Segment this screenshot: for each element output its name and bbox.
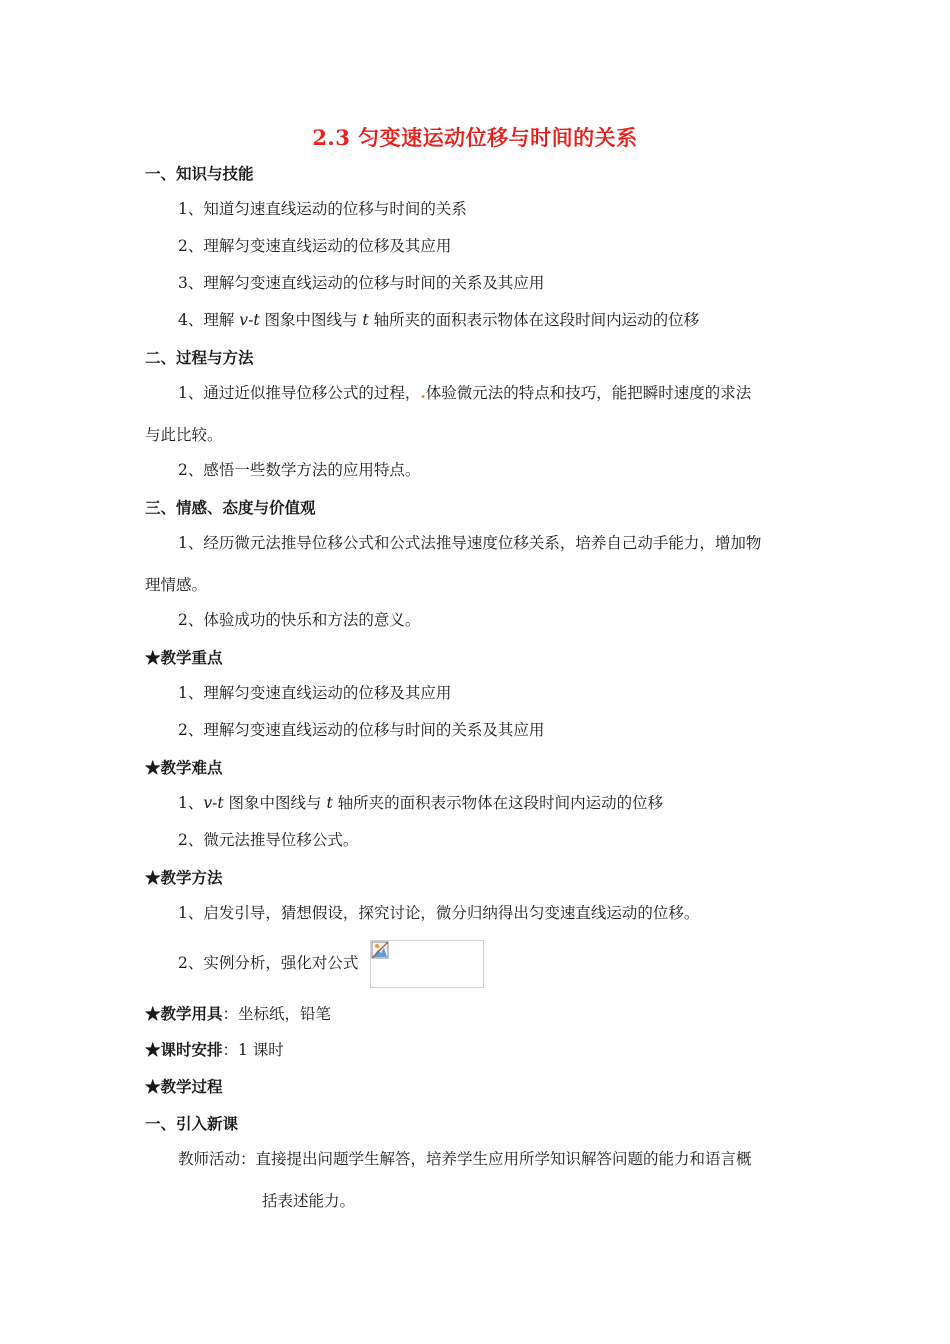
list-item: 2、实例分析，强化对公式 bbox=[178, 954, 359, 972]
subsection-heading-intro: 一、引入新课 bbox=[145, 1114, 239, 1133]
variable-v: v bbox=[203, 794, 213, 812]
class-hours-label: ★课时安排 bbox=[145, 1040, 223, 1059]
variable-t: t bbox=[253, 311, 260, 329]
list-item: 1、知道匀速直线运动的位移与时间的关系 bbox=[178, 200, 467, 218]
list-item: 1、经历微元法推导位移公式和公式法推导速度位移关系，培养自己动手能力，增加物 bbox=[178, 534, 762, 552]
page-title: 2.3 匀变速运动位移与时间的关系 bbox=[312, 125, 638, 150]
section-heading-emotion: 三、情感、态度与价值观 bbox=[145, 498, 316, 517]
section-heading-key-points: ★教学重点 bbox=[145, 648, 223, 667]
teaching-tools bbox=[145, 1003, 331, 1025]
list-item bbox=[178, 382, 751, 404]
text-run: - bbox=[212, 794, 218, 812]
text-run: - bbox=[248, 311, 254, 329]
text-run: 轴所夹的面积表示物体在这段时间内运动的位移 bbox=[332, 794, 664, 812]
list-item: 1、理解匀变速直线运动的位移及其应用 bbox=[178, 684, 452, 702]
section-heading-teaching-method: ★教学方法 bbox=[145, 868, 223, 887]
list-item: 2、微元法推导位移公式。 bbox=[178, 831, 359, 849]
variable-t: t bbox=[326, 794, 333, 812]
section-heading-knowledge: 一、知识与技能 bbox=[145, 164, 254, 183]
text-run: 轴所夹的面积表示物体在这段时间内运动的位移 bbox=[368, 311, 700, 329]
list-item: 1、启发引导，猜想假设，探究讨论，微分归纳得出匀变速直线运动的位移。 bbox=[178, 904, 700, 922]
text-run: 1、通过近似推导位移公式的过程， bbox=[178, 384, 421, 402]
broken-image-icon bbox=[371, 941, 389, 959]
variable-v: v bbox=[239, 311, 249, 329]
marker-dot: . bbox=[420, 383, 426, 402]
text-run: 图象中图线与 bbox=[259, 311, 363, 329]
text-run: 体验微元法的特点和技巧，能把瞬时速度的求法 bbox=[425, 384, 752, 402]
class-hours bbox=[145, 1039, 284, 1061]
list-item-continuation: 与此比较。 bbox=[145, 426, 223, 444]
list-item: 2、体验成功的快乐和方法的意义。 bbox=[178, 611, 421, 629]
list-item: 2、理解匀变速直线运动的位移与时间的关系及其应用 bbox=[178, 721, 545, 739]
teaching-tools-value: ：坐标纸，铅笔 bbox=[222, 1005, 332, 1023]
list-item: 2、理解匀变速直线运动的位移及其应用 bbox=[178, 237, 452, 255]
text-run: 图象中图线与 bbox=[223, 794, 327, 812]
class-hours-value: ：1 课时 bbox=[222, 1041, 284, 1059]
list-item bbox=[178, 309, 699, 331]
section-heading-process: 二、过程与方法 bbox=[145, 348, 254, 367]
text-run: 1、 bbox=[178, 794, 204, 812]
list-item bbox=[178, 792, 663, 814]
teacher-activity-continuation: 括表述能力。 bbox=[262, 1192, 356, 1210]
variable-t: t bbox=[362, 311, 369, 329]
teacher-activity bbox=[178, 1148, 752, 1170]
formula-image-placeholder bbox=[370, 940, 484, 988]
list-item: 3、理解匀变速直线运动的位移与时间的关系及其应用 bbox=[178, 274, 545, 292]
text-run: 4、理解 bbox=[178, 311, 240, 329]
teacher-activity-label: 教师活动： bbox=[178, 1150, 256, 1168]
section-heading-difficult-points: ★教学难点 bbox=[145, 758, 223, 777]
teaching-tools-label: ★教学用具 bbox=[145, 1004, 223, 1023]
section-heading-teaching-process: ★教学过程 bbox=[145, 1077, 223, 1096]
list-item-continuation: 理情感。 bbox=[145, 576, 208, 594]
variable-t: t bbox=[217, 794, 224, 812]
list-item: 2、感悟一些数学方法的应用特点。 bbox=[178, 461, 421, 479]
teacher-activity-text: 直接提出问题学生解答，培养学生应用所学知识解答问题的能力和语言概 bbox=[255, 1150, 752, 1168]
